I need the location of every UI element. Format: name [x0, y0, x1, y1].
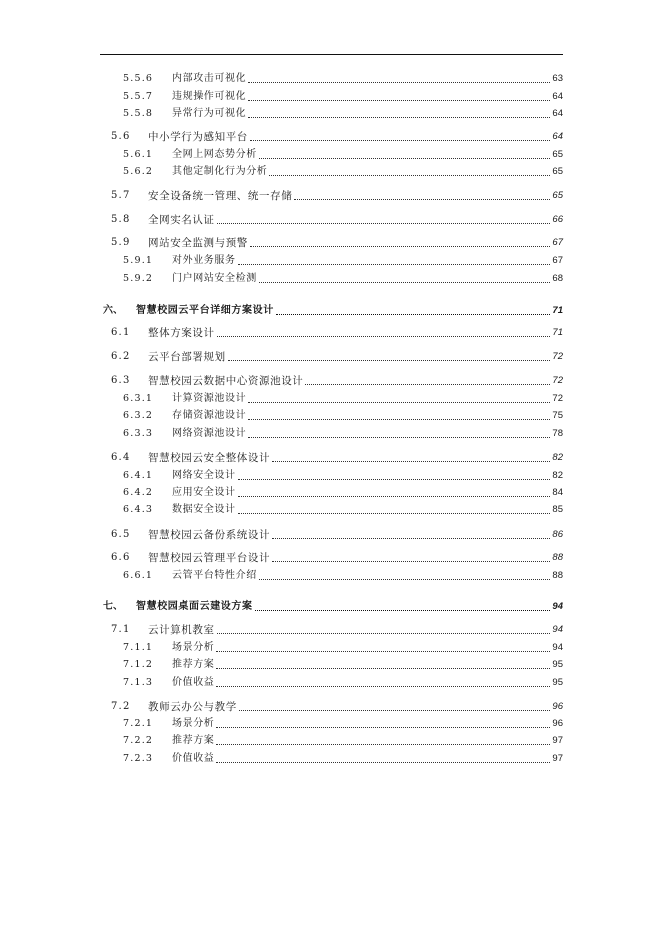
toc-entry-page: 85 — [552, 504, 563, 515]
toc-entry-page: 95 — [552, 677, 563, 688]
toc-entry-page: 64 — [552, 131, 563, 142]
toc-entry-number: 5.5.6 — [123, 73, 154, 84]
dot-leader — [248, 402, 550, 403]
toc-entry-number: 7.1.1 — [123, 642, 154, 653]
toc-entry-title: 推荐方案 — [172, 659, 215, 670]
dot-leader — [255, 610, 551, 611]
toc-entry-7-2[interactable] — [100, 700, 563, 714]
dot-leader — [228, 360, 551, 361]
toc-entry-number: 5.6 — [111, 131, 131, 142]
toc-entry-number: 6.1 — [111, 327, 131, 338]
toc-entry-number: 6.4.1 — [123, 470, 154, 481]
toc-entry-6-6[interactable] — [100, 551, 563, 565]
dot-leader — [248, 419, 550, 420]
toc-entry-number: 6.6.1 — [123, 570, 154, 581]
toc-entry-page: 66 — [552, 214, 563, 225]
dot-leader — [250, 140, 551, 141]
toc-chapter-6[interactable] — [100, 304, 563, 318]
toc-entry-number: 6.3.3 — [123, 428, 154, 439]
dot-leader — [276, 314, 551, 315]
toc-entry-page: 64 — [552, 91, 563, 102]
toc-entry-5-9-2[interactable] — [100, 272, 563, 286]
toc-entry-title: 异常行为可视化 — [172, 108, 247, 119]
toc-entry-page: 71 — [552, 305, 563, 316]
dot-leader — [259, 158, 551, 159]
toc-entry-title: 云管平台特性介绍 — [172, 570, 257, 581]
toc-entry-page: 72 — [552, 351, 563, 362]
toc-entry-title: 全网上网态势分析 — [172, 149, 257, 160]
toc-entry-5-5-6[interactable] — [100, 72, 563, 86]
toc-entry-page: 94 — [552, 601, 563, 612]
toc-entry-number: 六、 — [103, 305, 123, 316]
toc-entry-7-2-3[interactable] — [100, 752, 563, 766]
toc-entry-title: 场景分析 — [172, 718, 215, 729]
toc-entry-title: 网络资源池设计 — [172, 428, 247, 439]
toc-entry-number: 6.6 — [111, 552, 131, 563]
toc-entry-title: 应用安全设计 — [172, 487, 236, 498]
toc-entry-page: 65 — [552, 149, 563, 160]
toc-entry-number: 6.3.1 — [123, 393, 154, 404]
dot-leader — [216, 744, 550, 745]
toc-entry-5-9[interactable] — [100, 236, 563, 250]
toc-entry-title: 智慧校园云管理平台设计 — [148, 552, 271, 564]
toc-entry-number: 7.2.1 — [123, 718, 154, 729]
toc-entry-6-4-1[interactable] — [100, 469, 563, 483]
toc-entry-page: 84 — [552, 487, 563, 498]
toc-entry-number: 7.2 — [111, 701, 131, 712]
dot-leader — [216, 762, 550, 763]
toc-entry-number: 6.2 — [111, 351, 131, 362]
toc-entry-title: 场景分析 — [172, 642, 215, 653]
toc-entry-page: 65 — [552, 166, 563, 177]
toc-entry-number: 5.7 — [111, 190, 131, 201]
dot-leader — [272, 461, 550, 462]
toc-entry-number: 5.9.2 — [123, 273, 154, 284]
dot-leader — [305, 384, 550, 385]
dot-leader — [217, 223, 551, 224]
toc-entry-title: 违规操作可视化 — [172, 91, 247, 102]
toc-entry-number: 7.1 — [111, 624, 131, 635]
toc-entry-number: 7.1.2 — [123, 659, 154, 670]
toc-entry-title: 数据安全设计 — [172, 504, 236, 515]
dot-leader — [216, 686, 550, 687]
toc-chapter-7[interactable] — [100, 600, 563, 614]
toc-entry-page: 96 — [552, 701, 563, 712]
toc-entry-page: 75 — [552, 410, 563, 421]
dot-leader — [272, 561, 550, 562]
dot-leader — [248, 117, 550, 118]
toc-entry-6-4-3[interactable] — [100, 503, 563, 517]
dot-leader — [216, 651, 550, 652]
toc-entry-page: 72 — [552, 375, 563, 386]
toc-entry-page: 97 — [552, 735, 563, 746]
toc-entry-title: 云平台部署规划 — [148, 351, 226, 363]
toc-entry-6-2[interactable] — [100, 350, 563, 364]
toc-entry-title: 计算资源池设计 — [172, 393, 247, 404]
toc-entry-number: 5.9 — [111, 237, 131, 248]
toc-entry-number: 5.5.8 — [123, 108, 154, 119]
toc-entry-page: 67 — [552, 237, 563, 248]
toc-entry-title: 安全设备统一管理、统一存储 — [148, 190, 293, 202]
toc-entry-7-1-3[interactable] — [100, 676, 563, 690]
dot-leader — [269, 175, 550, 176]
toc-entry-page: 63 — [552, 73, 563, 84]
toc-entry-5-9-1[interactable] — [100, 254, 563, 268]
toc-entry-number: 6.4 — [111, 452, 131, 463]
toc-entry-5-8[interactable] — [100, 213, 563, 227]
toc-entry-5-5-8[interactable] — [100, 107, 563, 121]
toc-entry-7-1-1[interactable] — [100, 641, 563, 655]
toc-entry-page: 88 — [552, 552, 563, 563]
dot-leader — [250, 246, 551, 247]
toc-entry-title: 价值收益 — [172, 677, 215, 688]
toc-entry-title: 智慧校园云安全整体设计 — [148, 452, 271, 464]
toc-entry-page: 64 — [552, 108, 563, 119]
toc-entry-title: 全网实名认证 — [148, 214, 215, 226]
toc-entry-title: 整体方案设计 — [148, 327, 215, 339]
dot-leader — [272, 538, 550, 539]
dot-leader — [216, 668, 550, 669]
dot-leader — [216, 727, 550, 728]
toc-entry-page: 94 — [552, 642, 563, 653]
toc-entry-5-6-1[interactable] — [100, 148, 563, 162]
toc-entry-page: 65 — [552, 190, 563, 201]
toc-entry-number: 7.2.3 — [123, 753, 154, 764]
toc-entry-title: 智慧校园云数据中心资源池设计 — [148, 375, 304, 387]
toc-entry-number: 7.2.2 — [123, 735, 154, 746]
toc-entry-6-3[interactable] — [100, 374, 563, 388]
toc-entry-title: 云计算机教室 — [148, 624, 215, 636]
toc-entry-title: 价值收益 — [172, 753, 215, 764]
toc-entry-7-2-2[interactable] — [100, 734, 563, 748]
toc-entry-6-4[interactable] — [100, 451, 563, 465]
toc-entry-page: 95 — [552, 659, 563, 670]
toc-entry-number: 七、 — [103, 601, 123, 612]
toc-entry-page: 88 — [552, 570, 563, 581]
toc-entry-page: 94 — [552, 624, 563, 635]
toc-entry-title: 存储资源池设计 — [172, 410, 247, 421]
toc-entry-6-4-2[interactable] — [100, 486, 563, 500]
toc-entry-5-5-7[interactable] — [100, 90, 563, 104]
toc-entry-6-3-3[interactable] — [100, 427, 563, 441]
toc-entry-page: 96 — [552, 718, 563, 729]
toc-entry-5-7[interactable] — [100, 189, 563, 203]
toc-entry-6-1[interactable] — [100, 326, 563, 340]
toc-entry-title: 推荐方案 — [172, 735, 215, 746]
toc-entry-6-3-1[interactable] — [100, 392, 563, 406]
toc-entry-title: 网站安全监测与预警 — [148, 237, 248, 249]
toc-entry-page: 72 — [552, 393, 563, 404]
toc-entry-number: 6.3.2 — [123, 410, 154, 421]
toc-entry-7-2-1[interactable] — [100, 717, 563, 731]
dot-leader — [238, 479, 551, 480]
toc-entry-page: 67 — [552, 255, 563, 266]
toc-entry-title: 对外业务服务 — [172, 255, 236, 266]
dot-leader — [248, 100, 550, 101]
toc-entry-6-3-2[interactable] — [100, 409, 563, 423]
toc-entry-number: 5.8 — [111, 214, 131, 225]
toc-entry-title: 中小学行为感知平台 — [148, 131, 248, 143]
toc-entry-title: 教师云办公与教学 — [148, 701, 237, 713]
toc-entry-number: 7.1.3 — [123, 677, 154, 688]
dot-leader — [238, 264, 551, 265]
dot-leader — [294, 199, 550, 200]
dot-leader — [248, 437, 550, 438]
toc-entry-page: 97 — [552, 753, 563, 764]
toc-entry-5-6-2[interactable] — [100, 165, 563, 179]
toc-entry-6-6-1[interactable] — [100, 569, 563, 583]
toc-entry-number: 6.4.2 — [123, 487, 154, 498]
dot-leader — [238, 513, 551, 514]
toc-entry-5-6[interactable] — [100, 130, 563, 144]
dot-leader — [259, 282, 551, 283]
toc-entry-title: 智慧校园云平台详细方案设计 — [136, 305, 274, 316]
dot-leader — [238, 496, 551, 497]
header-rule — [100, 54, 563, 55]
toc-entry-number: 5.6.1 — [123, 149, 154, 160]
toc-entry-page: 82 — [552, 470, 563, 481]
toc-entry-number: 6.3 — [111, 375, 131, 386]
dot-leader — [239, 710, 551, 711]
toc-entry-7-1[interactable] — [100, 623, 563, 637]
dot-leader — [259, 579, 551, 580]
dot-leader — [217, 633, 551, 634]
toc-entry-page: 78 — [552, 428, 563, 439]
toc-entry-title: 内部攻击可视化 — [172, 73, 247, 84]
toc-entry-number: 5.9.1 — [123, 255, 154, 266]
toc-entry-title: 智慧校园云备份系统设计 — [148, 529, 271, 541]
toc-entry-number: 5.6.2 — [123, 166, 154, 177]
toc-entry-7-1-2[interactable] — [100, 658, 563, 672]
toc-entry-6-5[interactable] — [100, 528, 563, 542]
toc-entry-number: 5.5.7 — [123, 91, 154, 102]
toc-entry-page: 68 — [552, 273, 563, 284]
toc-entry-number: 6.5 — [111, 529, 131, 540]
toc-entry-title: 网络安全设计 — [172, 470, 236, 481]
toc-entry-title: 其他定制化行为分析 — [172, 166, 268, 177]
dot-leader — [217, 336, 551, 337]
toc-entry-page: 86 — [552, 529, 563, 540]
toc-entry-page: 71 — [552, 327, 563, 338]
toc-entry-page: 82 — [552, 452, 563, 463]
toc-entry-title: 智慧校园桌面云建设方案 — [136, 601, 253, 612]
toc-entry-number: 6.4.3 — [123, 504, 154, 515]
toc-entry-title: 门户网站安全检测 — [172, 273, 257, 284]
dot-leader — [248, 82, 550, 83]
